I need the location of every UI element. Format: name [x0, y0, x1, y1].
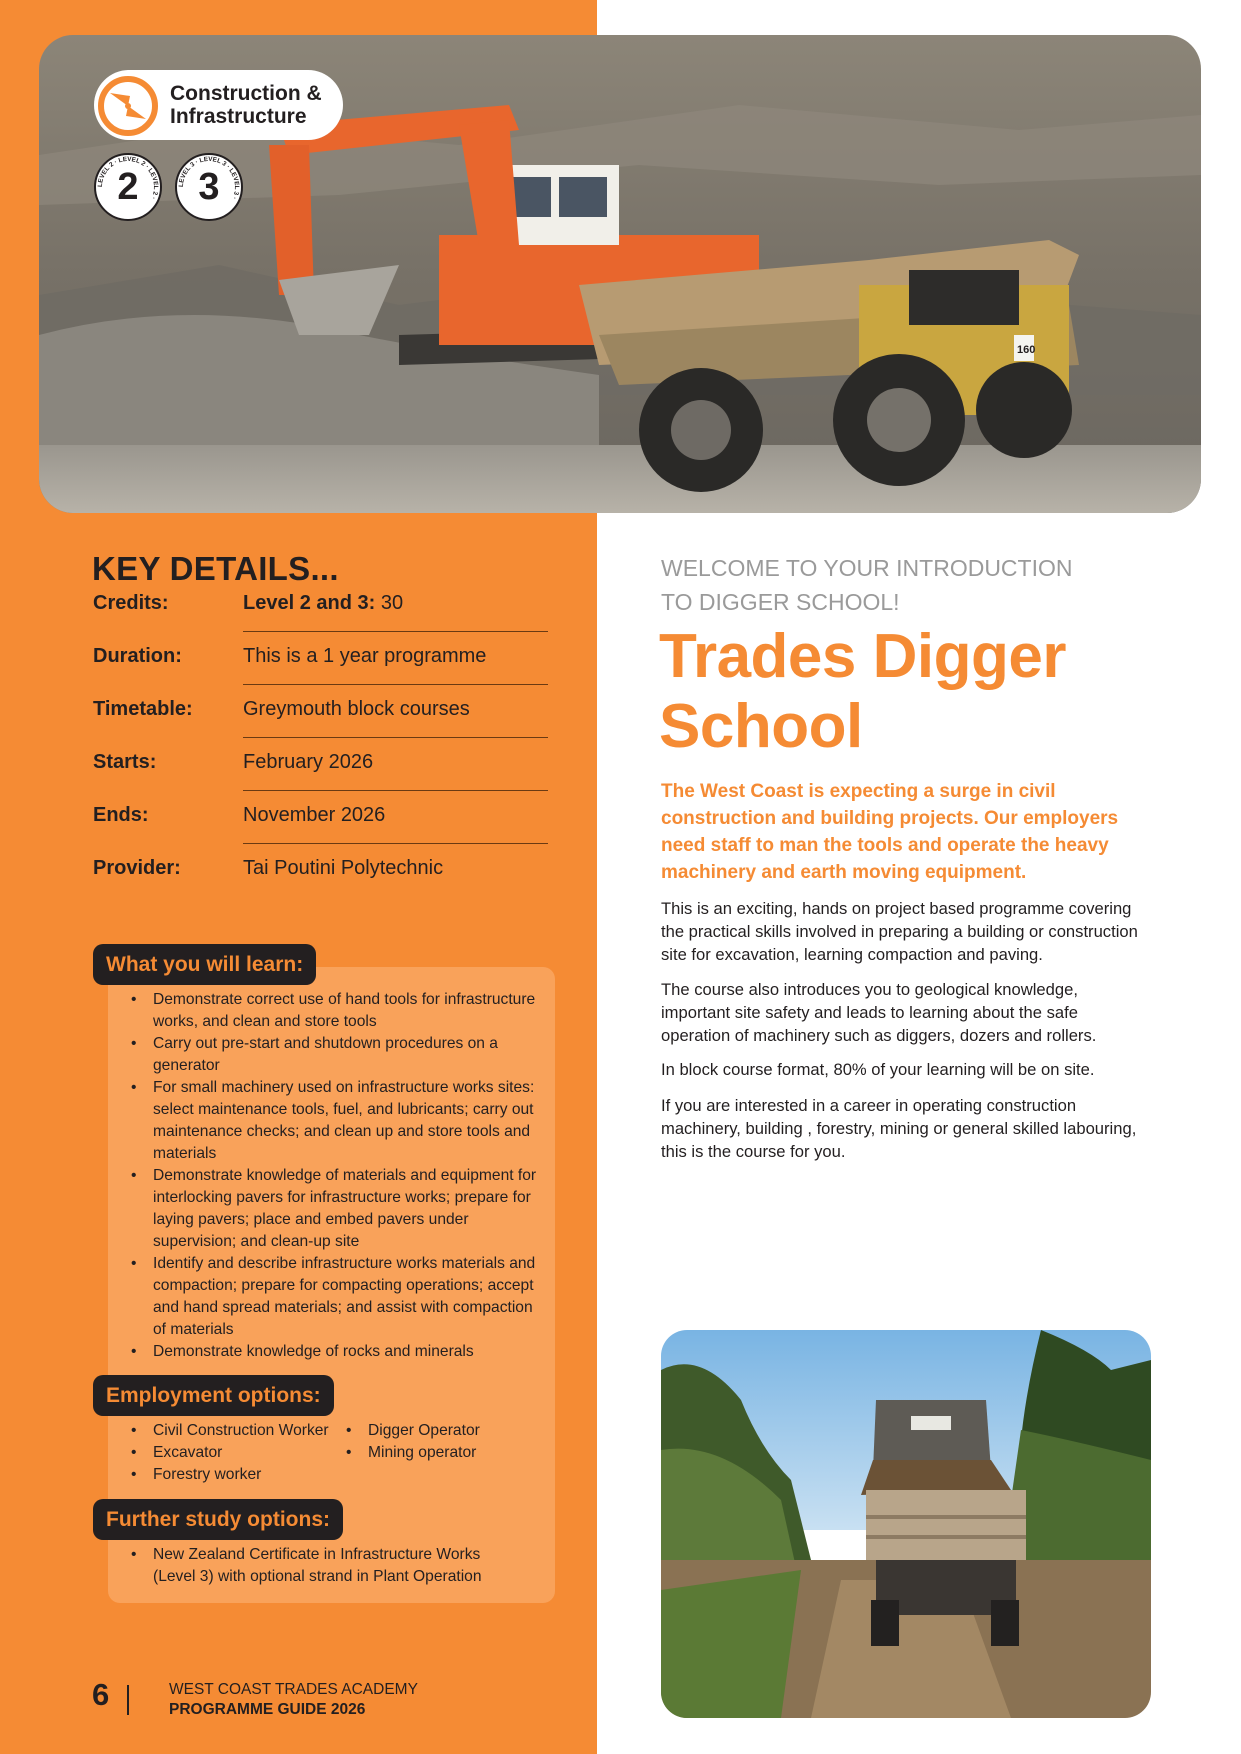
level-3-badge: LEVEL 3 · LEVEL 3 · LEVEL 3 · 3	[175, 153, 243, 221]
truck-number-label: 160	[1017, 344, 1036, 356]
further-study-list	[129, 1544, 509, 1588]
lead-paragraph: The West Coast is expecting a surge in civil construction and building projects. Our employers need staff to man the tools and operate the heavy machinery and earth moving equipment.	[661, 781, 1119, 883]
footer-guide-title: PROGRAMME GUIDE 2026	[169, 1701, 366, 1718]
list-item: • Civil Construction Worker	[129, 1420, 339, 1442]
list-item: • Carry out pre-start and shutdown procedures on a generator	[129, 1033, 544, 1077]
list-item: • For small machinery used on infrastructure works sites: select maintenance tools, fuel, and lubricants; carry out maintenance checks; and clean up and store tools and materials	[129, 1077, 544, 1165]
employment-options-heading: Employment options:	[93, 1375, 334, 1416]
compass-icon	[94, 71, 162, 139]
key-details-table	[93, 592, 548, 910]
footer-divider	[127, 1685, 129, 1715]
photo-dump-truck-on-site	[661, 1330, 1151, 1718]
svg-text:LEVEL 2 · LEVEL 2 · LEVEL 2 ·: LEVEL 2 · LEVEL 2 · LEVEL 2 ·	[96, 155, 160, 201]
detail-row-starts: Starts: February 2026	[93, 751, 548, 804]
employment-list-col1	[129, 1420, 339, 1486]
further-study-heading: Further study options:	[93, 1499, 343, 1540]
list-item: • Mining operator	[344, 1442, 544, 1464]
list-item: • Forestry worker	[129, 1464, 339, 1486]
what-you-will-learn-heading: What you will learn:	[93, 944, 316, 985]
body-paragraph: The course also introduces you to geological knowledge, important site safety and leads to learning about the safe operation of machinery such as diggers, dozers and rollers.	[661, 980, 1097, 1045]
list-item: • New Zealand Certificate in Infrastructure Works (Level 3) with optional strand in Plant Operation	[129, 1544, 509, 1588]
detail-row-timetable: Timetable: Greymouth block courses	[93, 698, 548, 751]
page-title: Trades Digger School	[659, 622, 1066, 761]
list-item: • Demonstrate knowledge of materials and equipment for interlocking pavers for infrastructure works; prepare for laying pavers; place and embed pavers under supervision; and clean-up site	[129, 1165, 544, 1253]
detail-row-credits: Credits: Level 2 and 3: 30	[93, 592, 548, 645]
list-item: • Excavator	[129, 1442, 339, 1464]
key-details-title: KEY DETAILS...	[92, 550, 339, 587]
detail-row-provider: Provider: Tai Poutini Polytechnic	[93, 857, 444, 879]
body-paragraph: If you are interested in a career in operating construction machinery, building , forestry, mining or general skilled labouring, this is the course for you.	[661, 1096, 1137, 1161]
page-number: 6	[92, 1677, 110, 1712]
list-item: • Identify and describe infrastructure works materials and compaction; prepare for compacting operations; accept and hand spread materials; and assist with compaction of materials	[129, 1253, 544, 1341]
list-item: • Demonstrate knowledge of rocks and minerals	[129, 1341, 544, 1363]
category-badge	[94, 70, 343, 140]
employment-list-col2	[344, 1420, 544, 1464]
intro-heading: WELCOME TO YOUR INTRODUCTION TO DIGGER SCHOOL!	[661, 555, 1073, 615]
learn-list	[129, 989, 544, 1363]
category-label: Construction & Infrastructure	[170, 82, 322, 128]
level-2-badge: LEVEL 2 · LEVEL 2 · LEVEL 2 · 2	[94, 153, 162, 221]
detail-row-duration: Duration: This is a 1 year programme	[93, 645, 548, 698]
footer-publication: WEST COAST TRADES ACADEMY	[169, 1681, 418, 1698]
detail-row-ends: Ends: November 2026	[93, 804, 548, 857]
body-paragraph: This is an exciting, hands on project based programme covering the practical skills involved in preparing a building or construction site for excavation, learning compaction and paving.	[661, 899, 1138, 964]
body-paragraph: In block course format, 80% of your learning will be on site.	[661, 1060, 1095, 1079]
list-item: • Digger Operator	[344, 1420, 544, 1442]
list-item: • Demonstrate correct use of hand tools for infrastructure works, and clean and store tools	[129, 989, 544, 1033]
svg-text:LEVEL 3 · LEVEL 3 · LEVEL 3 ·: LEVEL 3 · LEVEL 3 · LEVEL 3 ·	[177, 155, 241, 201]
